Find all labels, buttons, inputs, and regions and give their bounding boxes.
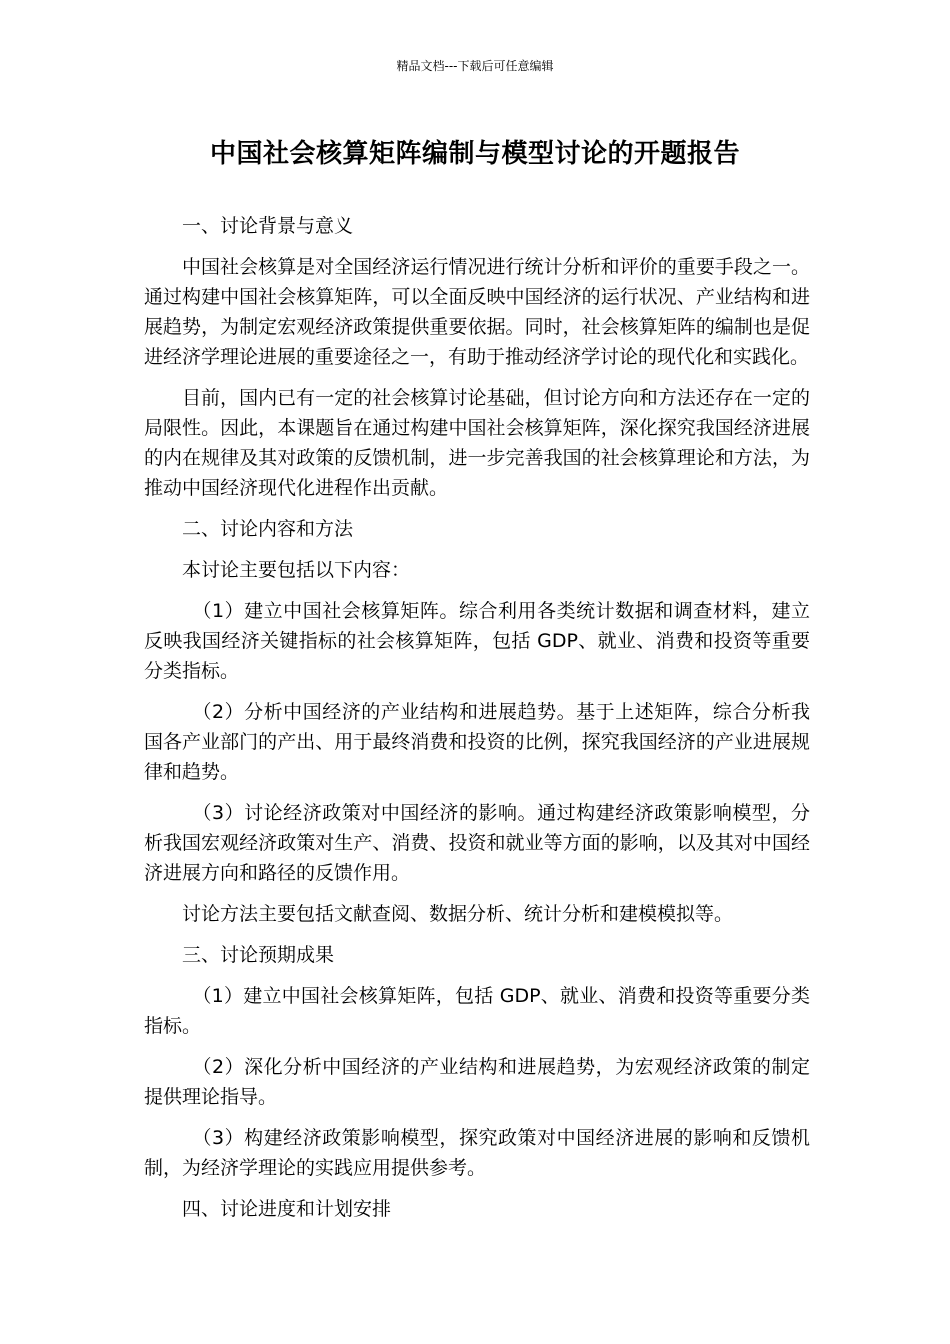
document-title: 中国社会核算矩阵编制与模型讨论的开题报告: [209, 139, 740, 169]
list-item-result-2: （2）深化分析中国经济的产业结构和进展趋势，为宏观经济政策的制定提供理论指导。: [144, 1056, 810, 1108]
list-item-content-1: （1）建立中国社会核算矩阵。综合利用各类统计数据和调查材料，建立反映我国经济关键指标的社会核算矩阵，包括 GDP、就业、消费和投资等重要分类指标。: [144, 600, 810, 682]
paragraph-background-2: 目前，国内已有一定的社会核算讨论基础，但讨论方向和方法还存在一定的局限性。因此，本课题旨在通过构建中国社会核算矩阵，深化探究我国经济进展的内在规律及其对政策的反馈机制，进一步完善我国的社会核算理论和方法，为推动中国经济现代化进程作出贡献。: [144, 387, 810, 499]
paragraph-content-intro: 本讨论主要包括以下内容：: [182, 559, 411, 581]
section-heading-expected-results: 三、讨论预期成果: [182, 944, 335, 966]
paragraph-methods: 讨论方法主要包括文献查阅、数据分析、统计分析和建模模拟等。: [182, 903, 734, 925]
list-item-content-3: （3）讨论经济政策对中国经济的影响。通过构建经济政策影响模型，分析我国宏观经济政策对生产、消费、投资和就业等方面的影响，以及其对中国经济进展方向和路径的反馈作用。: [144, 802, 810, 884]
section-heading-background: 一、讨论背景与意义: [182, 215, 354, 237]
section-heading-schedule: 四、讨论进度和计划安排: [182, 1198, 392, 1220]
list-item-result-1: （1）建立中国社会核算矩阵，包括 GDP、就业、消费和投资等重要分类指标。: [144, 985, 810, 1037]
header-note: 精品文档---下载后可任意编辑: [396, 59, 554, 73]
paragraph-background-1: 中国社会核算是对全国经济运行情况进行统计分析和评价的重要手段之一。通过构建中国社会核算矩阵，可以全面反映中国经济的运行状况、产业结构和进展趋势，为制定宏观经济政策提供重要依据。同时，社会核算矩阵的编制也是促进经济学理论进展的重要途径之一，有助于推动经济学讨论的现代化和实践化。: [144, 256, 810, 368]
document-body: [144, 211, 810, 1235]
list-item-result-3: （3）构建经济政策影响模型，探究政策对中国经济进展的影响和反馈机制，为经济学理论的实践应用提供参考。: [144, 1127, 810, 1179]
section-heading-content-methods: 二、讨论内容和方法: [182, 518, 354, 540]
list-item-content-2: （2）分析中国经济的产业结构和进展趋势。基于上述矩阵，综合分析我国各产业部门的产出、用于最终消费和投资的比例，探究我国经济的产业进展规律和趋势。: [144, 701, 810, 783]
